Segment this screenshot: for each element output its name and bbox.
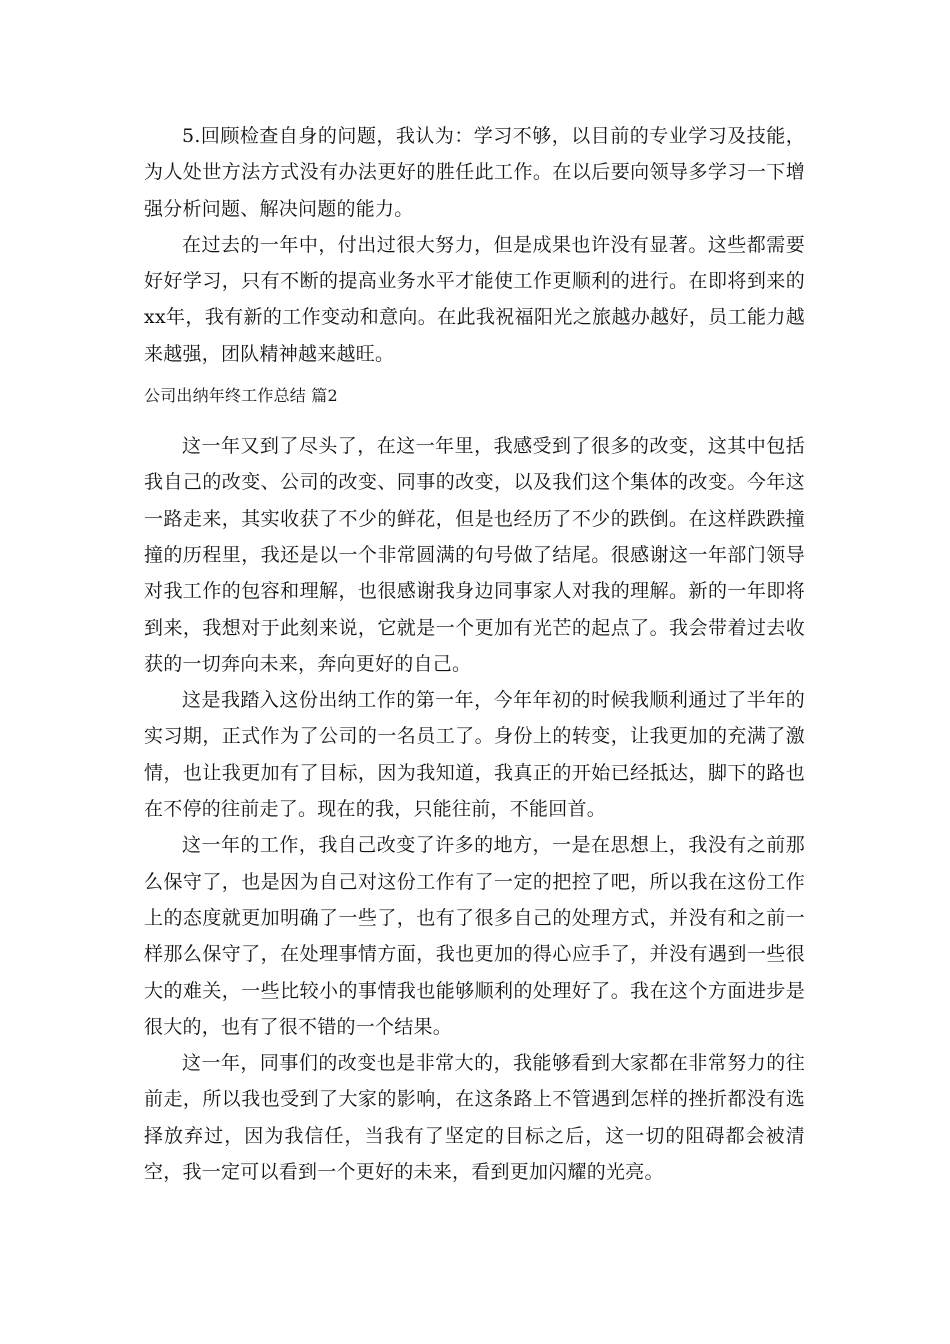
paragraph-4: 这是我踏入这份出纳工作的第一年，今年年初的时候我顺利通过了半年的实习期，正式作为了公司的一名员工了。身份上的转变，让我更加的充满了激情，也让我更加有了目标，因为我知道，我真正的开始已经抵达，脚下的路也在不停的往前走了。现在的我，只能往前，不能回首。 [144, 689, 805, 821]
section-heading: 公司出纳年终工作总结 篇2 [144, 386, 338, 406]
paragraph-6: 这一年，同事们的改变也是非常大的，我能够看到大家都在非常努力的往前走，所以我也受到了大家的影响，在这条路上不管遇到怎样的挫折都没有选择放弃过，因为我信任，当我有了坚定的目标之后，这一切的阻碍都会被清空，我一定可以看到一个更好的未来，看到更加闪耀的光亮。 [144, 1052, 805, 1184]
paragraph-5: 这一年的工作，我自己改变了许多的地方，一是在思想上，我没有之前那么保守了，也是因为自己对这份工作有了一定的把控了吧，所以我在这份工作上的态度就更加明确了一些了，也有了很多自己的处理方式，并没有和之前一样那么保守了，在处理事情方面，我也更加的得心应手了，并没有遇到一些很大的难关，一些比较小的事情我也能够顺利的处理好了。我在这个方面进步是很大的，也有了很不错的一个结果。 [144, 834, 805, 1038]
paragraph-1: 5.回顾检查自身的问题，我认为：学习不够，以目前的专业学习及技能，为人处世方法方式没有办法更好的胜任此工作。在以后要向领导多学习一下增强分析问题、解决问题的能力。 [144, 125, 805, 220]
paragraph-2: 在过去的一年中，付出过很大努力，但是成果也许没有显著。这些都需要好好学习，只有不断的提高业务水平才能使工作更顺利的进行。在即将到来的xx年，我有新的工作变动和意向。在此我祝福阳光之旅越办越好，员工能力越来越强，团队精神越来越旺。 [144, 233, 805, 365]
paragraph-3: 这一年又到了尽头了，在这一年里，我感受到了很多的改变，这其中包括我自己的改变、公司的改变、同事的改变，以及我们这个集体的改变。今年这一路走来，其实收获了不少的鲜花，但是也经历了不少的跌倒。在这样跌跌撞撞的历程里，我还是以一个非常圆满的句号做了结尾。很感谢这一年部门领导对我工作的包容和理解，也很感谢我身边同事家人对我的理解。新的一年即将到来，我想对于此刻来说，它就是一个更加有光芒的起点了。我会带着过去收获的一切奔向未来，奔向更好的自己。 [144, 435, 805, 675]
document-body [144, 118, 805, 1190]
